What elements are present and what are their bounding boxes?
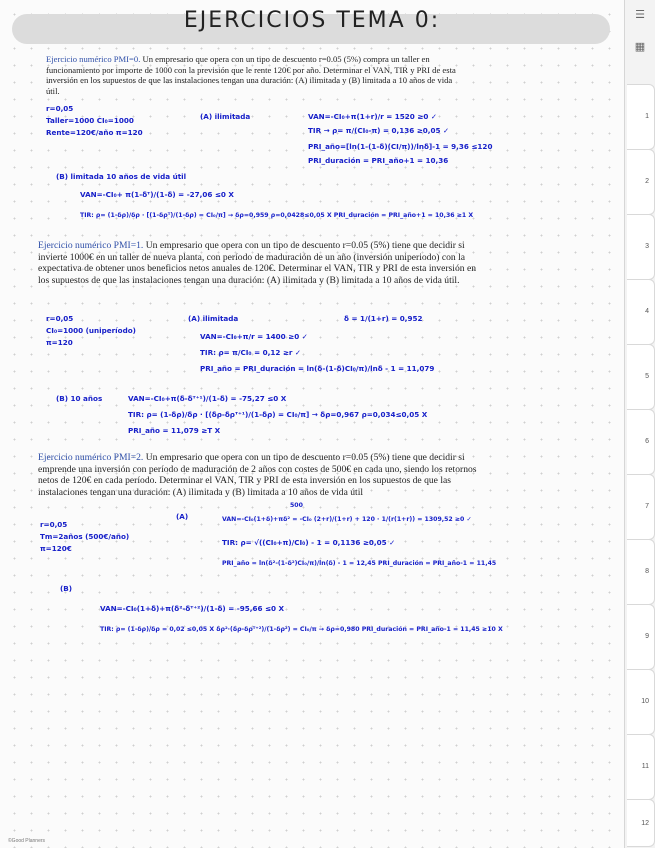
ex2-van-b: VAN=-CI₀(1+δ)+π(δ²-δᵀ⁺²)/(1-δ) = -95,66 ≤0 X bbox=[100, 604, 285, 613]
ex0-data-rente: Rente=120€/año π=120 bbox=[46, 128, 143, 137]
ex0-data-r: r=0,05 bbox=[46, 104, 74, 113]
ex1-data-ci: CI₀=1000 (uniperíodo) bbox=[46, 326, 136, 335]
ex2-data-pi: π=120€ bbox=[40, 544, 72, 553]
ex1-van-b: VAN=-CI₀+π(δ-δᵀ⁺¹)/(1-δ) = -75,27 ≤0 X bbox=[128, 394, 287, 403]
ex1-pri-b: PRI_año = 11,079 ≥T X bbox=[128, 426, 221, 435]
ex1-part-b-label: (B) 10 años bbox=[56, 394, 103, 403]
ex1-van-a: VAN=-CI₀+π/r = 1400 ≥0 ✓ bbox=[200, 332, 308, 341]
ex0-part-b-label: (B) limitada 10 años de vida útil bbox=[56, 172, 187, 181]
tab-6-label: 6 bbox=[645, 438, 649, 445]
tab-6[interactable] bbox=[627, 409, 655, 475]
tab-9[interactable] bbox=[627, 604, 655, 670]
page-title: EJERCICIOS TEMA 0: bbox=[183, 8, 441, 33]
tab-7-label: 7 bbox=[645, 503, 649, 510]
tab-1[interactable] bbox=[627, 84, 655, 150]
tab-4-label: 4 bbox=[645, 308, 649, 315]
ex2-part-a-label: (A) bbox=[176, 512, 189, 521]
tab-12-label: 12 bbox=[641, 820, 649, 827]
tab-8[interactable] bbox=[627, 539, 655, 605]
menu-icon[interactable]: ☰ bbox=[635, 8, 645, 21]
exercise-2-heading: Ejercicio numérico PMI=2. bbox=[38, 452, 144, 463]
tab-3-label: 3 bbox=[645, 243, 649, 250]
ex2-data-r: r=0,05 bbox=[40, 520, 68, 529]
exercise-1-heading: Ejercicio numérico PMI=1. bbox=[38, 240, 144, 251]
page-footer: ©Good Planners bbox=[8, 838, 46, 844]
tab-9-label: 9 bbox=[645, 633, 649, 640]
ex0-pri-duracion-a: PRI_duración = PRI_año+1 = 10,36 bbox=[308, 156, 449, 165]
ex1-part-a-label: (A) ilimitada bbox=[188, 314, 239, 323]
notes-icon[interactable]: ▦ bbox=[634, 40, 646, 53]
exercise-1-statement bbox=[38, 240, 478, 286]
tab-11[interactable] bbox=[627, 734, 655, 800]
ex1-data-pi: π=120 bbox=[46, 338, 73, 347]
ex1-tir-b: TIR: ρ= (1-δρ)/δρ · [(δρ-δρᵀ⁺¹)/(1-δρ) = CI₀/π] → δρ=0,967 ρ=0,034≤0,05 X bbox=[128, 410, 428, 419]
tab-1-label: 1 bbox=[645, 113, 649, 120]
exercise-0-heading: Ejercicio numérico PMI=0. bbox=[46, 54, 141, 64]
ex0-data-taller: Taller=1000 CI₀=1000 bbox=[46, 116, 134, 125]
tab-5[interactable] bbox=[627, 344, 655, 410]
exercise-2-text: Un empresario que opera con un tipo de descuento r=0.05 (5%) tiene que decidir si emprende una inversión con período de maduración de 2 años con costes de 500€ en cada uno, siendo los retornos netos de 120€ en cada período. Determinar el VAN, TIR y PRI de esta inversión en los supuestos de que las instalaciones tengan una duración: (A) ilimitada y (B) limitada a 10 años de vida útil bbox=[38, 452, 477, 498]
exercise-1-text: Un empresario que opera con un tipo de descuento r=0.05 (5%) tiene que decidir si invierte 1000€ en un taller de nueva planta, con período de maduración de un año (inversión uniperiodo) con la expectativa de obtener unos beneficios netos anuales de 120€. Determinar el VAN, TIR y PRI de esta inversión en los supuestos de que las instalaciones tengan una duración: (A) ilimitada y (B) limitada a 10 años de vida útil. bbox=[38, 240, 476, 286]
tab-11-label: 11 bbox=[641, 763, 649, 770]
tab-10[interactable] bbox=[627, 669, 655, 735]
ex0-tir-b: TIR: ρ= (1-δρ)/δρ · [(1-δρᵀ)/(1-δρ) = CI₀/π] → δρ=0,959 ρ=0,0428≤0,05 X PRI_duración = PRI_año+1 = 10,36 ≥1 X bbox=[80, 212, 474, 219]
ex0-van-a: VAN=-CI₀+π(1+r)/r = 1520 ≥0 ✓ bbox=[308, 112, 437, 121]
exercise-2-statement bbox=[38, 452, 478, 498]
ex0-pri-a: PRI_año=[ln(1-(1-δ)(CI/π))/lnδ]-1 = 9,36 ≤120 bbox=[308, 142, 493, 151]
ex2-pri-a: PRI_año = ln(δ²-(1-δ²)CI₀/π)/ln(δ) - 1 = 12,45 PRI_duración = PRI_año-1 = 11,45 bbox=[222, 560, 497, 567]
tab-3[interactable] bbox=[627, 214, 655, 280]
tab-4[interactable] bbox=[627, 279, 655, 345]
section-tab-sidebar bbox=[624, 0, 655, 848]
ex0-part-a-label: (A) ilimitada bbox=[200, 112, 251, 121]
tab-12[interactable] bbox=[627, 799, 655, 847]
ex2-tir-b: TIR: ρ= (1-δρ)/δρ = 0,02 ≤0,05 X δρ²·(δρ-δρᵀ⁺²)/(1-δρ²) = CI₀/π → δρ=0,980 PRI_duración = PRI_año-1 = 11,45 ≥10 X bbox=[100, 626, 503, 633]
ex1-pri-a: PRI_año = PRI_duración = ln(δ-(1-δ)CI₀/π)/lnδ - 1 = 11,079 bbox=[200, 364, 435, 373]
ex2-annotation-500: 500 bbox=[290, 502, 303, 509]
ex2-van-a: VAN=-CI₀(1+δ)+πδ² = -CI₀ (2+r)/(1+r) + 120 · 1/(r(1+r)) = 1309,52 ≥0 ✓ bbox=[222, 516, 472, 523]
tab-7[interactable] bbox=[627, 474, 655, 540]
ex0-tir-a: TIR → ρ= π/(CI₀-π) = 0,136 ≥0,05 ✓ bbox=[308, 126, 449, 135]
ex0-van-b: VAN=-CI₀+ π(1-δᵀ)/(1-δ) = -27,06 ≤0 X bbox=[80, 190, 234, 199]
tab-2-label: 2 bbox=[645, 178, 649, 185]
tab-8-label: 8 bbox=[645, 568, 649, 575]
ex1-delta: δ = 1/(1+r) = 0,952 bbox=[344, 314, 423, 323]
ex2-tir-a: TIR: ρ= √((CI₀+π)/CI₀) - 1 = 0,1136 ≥0,05 ✓ bbox=[222, 538, 396, 547]
exercise-0-statement bbox=[46, 54, 466, 96]
ex1-tir-a: TIR: ρ= π/CI₀ = 0,12 ≥r ✓ bbox=[200, 348, 301, 357]
ex2-data-tm: Tm=2años (500€/año) bbox=[40, 532, 130, 541]
tab-2[interactable] bbox=[627, 149, 655, 215]
ex2-part-b-label: (B) bbox=[60, 584, 73, 593]
tab-10-label: 10 bbox=[641, 698, 649, 705]
tab-5-label: 5 bbox=[645, 373, 649, 380]
ex1-data-r: r=0,05 bbox=[46, 314, 74, 323]
exercise-0-text: Un empresario que opera con un tipo de descuento r=0.05 (5%) compra un taller en funcionamiento por importe de 1000 con la previsión que le rente 120€ por año. Determinar el VAN, TIR y PRI de esta inversión en los supuestos de que las instalaciones tengan una duración: (A) ilimitada y (B) limitada a 10 años de vida útil. bbox=[46, 54, 456, 96]
